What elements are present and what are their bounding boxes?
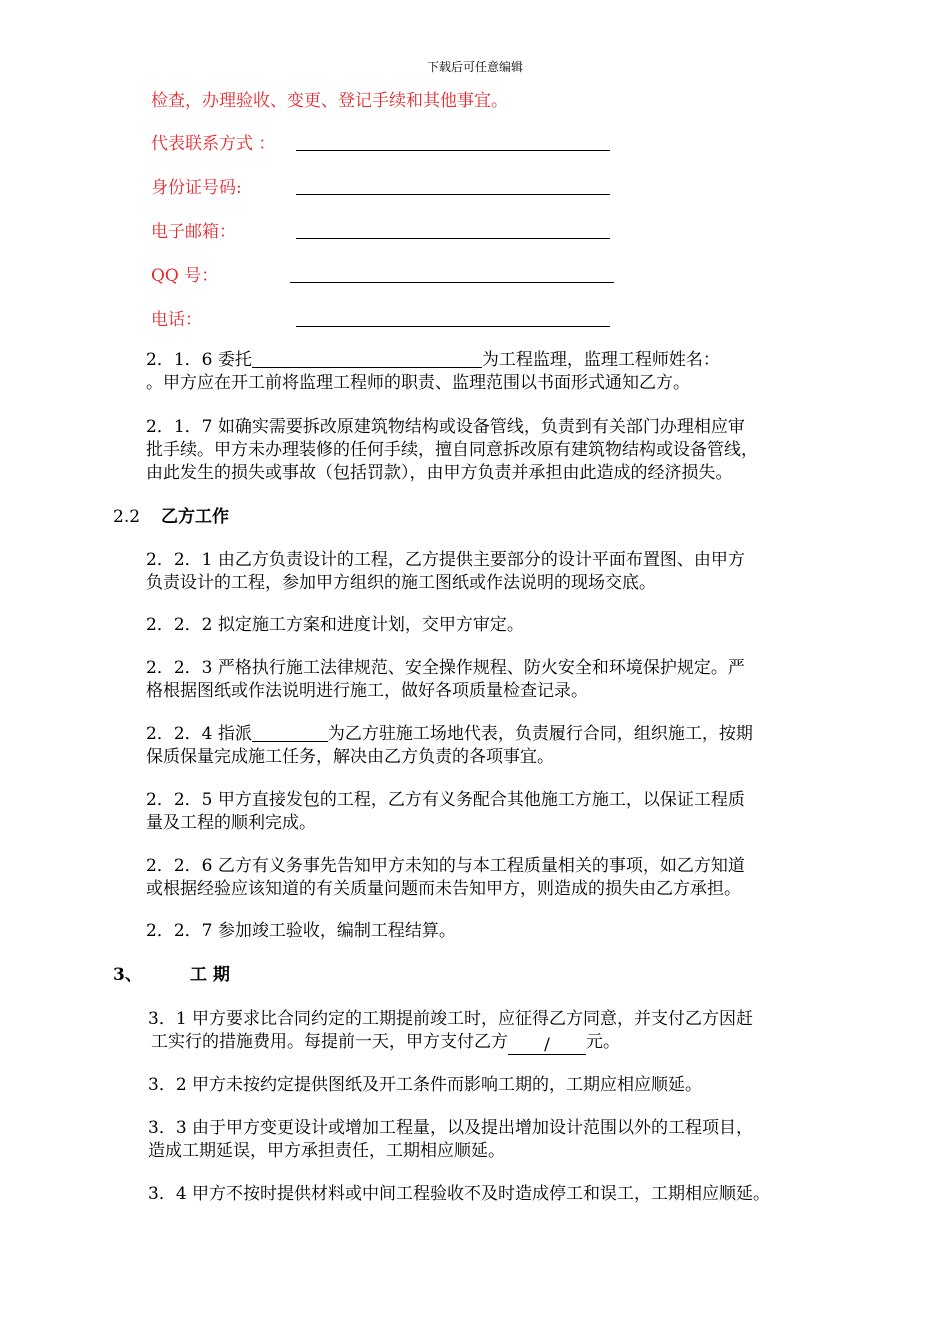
clause-3-1-line1: 3．1 甲方要求比合同约定的工期提前竣工时，应征得乙方同意，并支付乙方因赶 [148,1009,754,1029]
section-2-2-title: 乙方工作 [161,507,229,527]
clause-2-2-3-line1: 2．2．3 严格执行施工法律规范、安全操作规程、防火安全和环境保护规定。严 [146,658,745,678]
clause-2-2-5-line2: 量及工程的顺利完成。 [146,813,316,833]
phone-field[interactable] [296,326,610,327]
clause-2-2-6-line1: 2．2．6 乙方有义务事先告知甲方未知的与本工程质量相关的事项，如乙方知道 [146,856,745,876]
clause-2-2-5-line1: 2．2．5 甲方直接发包的工程，乙方有义务配合其他施工方施工，以保证工程质 [146,790,745,810]
section-3-title: 工 期 [190,965,230,985]
clause-3-3-line2: 造成工期延误，甲方承担责任，工期相应顺延。 [148,1141,505,1161]
clause-2-1-6-lead: 2．1．6 委托 [146,350,252,370]
rep-contact-label: 代表联系方式 ： [151,134,276,154]
section-2-2-number: 2.2 [113,507,141,527]
id-number-label: 身份证号码: [151,178,242,198]
qq-label: QQ 号： [151,266,219,286]
clause-3-2: 3．2 甲方未按约定提供图纸及开工条件而影响工期的，工期应相应顺延。 [148,1075,703,1095]
clause-2-2-1-line2: 负责设计的工程，参加甲方组织的施工图纸或作法说明的现场交底。 [146,573,656,593]
intro-line: 检查，办理验收、变更、登记手续和其他事宜。 [151,91,508,111]
clause-2-2-1-line1: 2．2．1 由乙方负责设计的工程，乙方提供主要部分的设计平面布置图、由甲方 [146,550,745,570]
clause-2-2-4-line2: 保质保量完成施工任务，解决由乙方负责的各项事宜。 [146,747,554,767]
clause-3-1-line2-post: 元。 [586,1032,620,1052]
email-label: 电子邮箱： [151,222,236,242]
qq-field[interactable] [290,282,614,283]
clause-2-2-2: 2．2．2 拟定施工方案和进度计划，交甲方审定。 [146,615,524,635]
clause-2-2-4-lead: 2．2．4 指派 [146,724,252,744]
clause-3-1-line2 [151,1029,620,1055]
daily-payment-field[interactable]: / [508,1036,586,1055]
email-field[interactable] [296,238,610,239]
clause-2-2-3-line2: 格根据图纸或作法说明进行施工，做好各项质量检查记录。 [146,681,588,701]
clause-2-1-7-line1: 2．1．7 如确实需要拆改原建筑物结构或设备管线，负责到有关部门办理相应审 [146,417,745,437]
clause-2-2-7: 2．2．7 参加竣工验收，编制工程结算。 [146,921,456,941]
clause-2-2-6-line2: 或根据经验应该知道的有关质量问题而未告知甲方，则造成的损失由乙方承担。 [146,879,741,899]
clause-3-4: 3．4 甲方不按时提供材料或中间工程验收不及时造成停工和误工，工期相应顺延。 [148,1184,771,1204]
section-3-number: 3、 [113,965,142,985]
rep-contact-field[interactable] [296,150,610,151]
clause-2-1-7-line2: 批手续。甲方未办理装修的任何手续，擅自同意拆改原有建筑物结构或设备管线， [146,440,758,460]
clause-2-1-6-mid: 为工程监理，监理工程师姓名： [481,350,720,370]
supervisor-firm-field[interactable] [252,349,482,368]
page-header: 下载后可任意编辑 [426,60,523,74]
site-representative-field[interactable] [252,723,328,742]
id-number-field[interactable] [296,194,610,195]
clause-3-3-line1: 3．3 由于甲方变更设计或增加工程量，以及提出增加设计范围以外的工程项目， [148,1118,754,1138]
clause-2-2-4-rest: 为乙方驻施工场地代表，负责履行合同，组织施工，按期 [327,724,753,744]
clause-3-1-line2-pre: 工实行的措施费用。每提前一天，甲方支付乙方 [151,1032,508,1052]
phone-label: 电话： [151,310,202,330]
clause-2-1-6-line2: 。甲方应在开工前将监理工程师的职责、监理范围以书面形式通知乙方。 [146,373,690,393]
clause-2-1-7-line3: 由此发生的损失或事故（包括罚款），由甲方负责并承担由此造成的经济损失。 [146,463,733,483]
